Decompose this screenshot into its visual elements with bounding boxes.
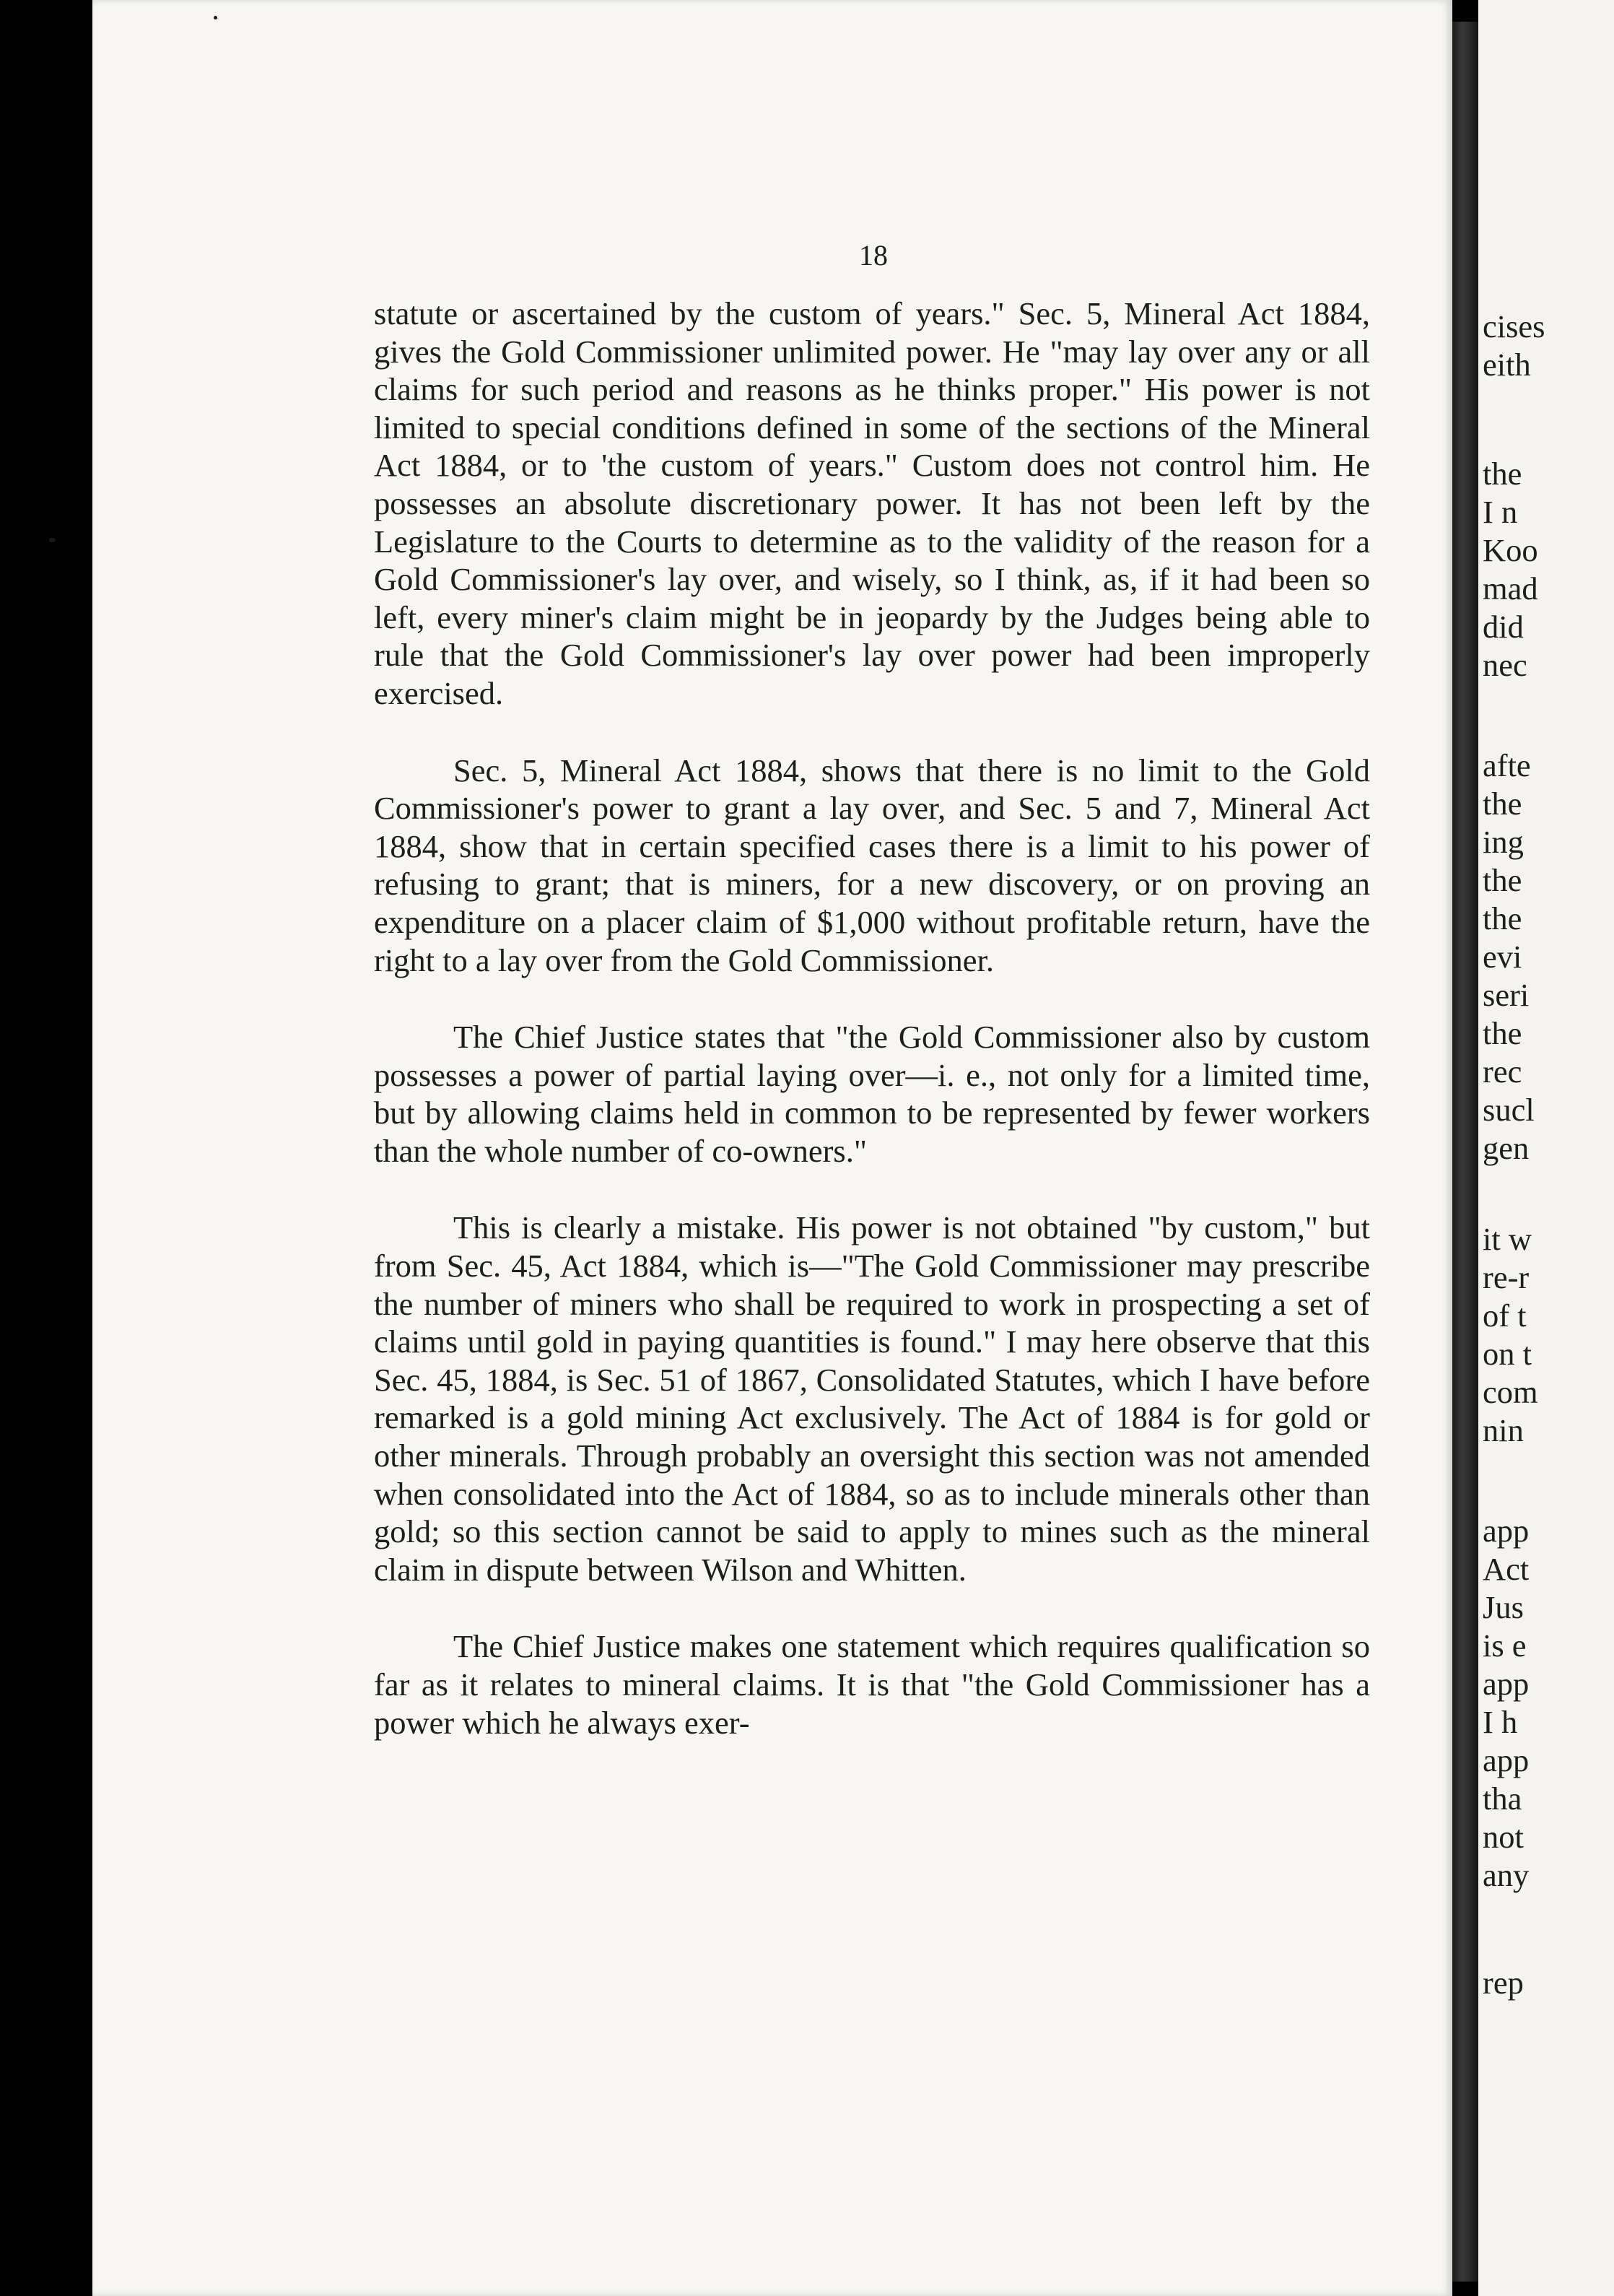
ink-speck bbox=[214, 16, 217, 19]
facing-page-line: it w bbox=[1483, 1221, 1532, 1257]
facing-page-line: sucl bbox=[1483, 1092, 1535, 1128]
facing-page-line: I n bbox=[1483, 494, 1518, 530]
facing-page-line: is e bbox=[1483, 1627, 1527, 1664]
facing-page-line: seri bbox=[1483, 977, 1530, 1013]
page-number: 18 bbox=[859, 239, 888, 271]
book-spine-gutter bbox=[1452, 22, 1478, 2282]
facing-page-line: cises bbox=[1483, 308, 1545, 344]
paragraph: Sec. 5, Mineral Act 1884, shows that there is no limit to the Gold Commissioner's power to grant a lay over, and Sec. 5 and 7, Mineral Act 1884, show that in certain specified cases there is a limit to his power of refusing to grant; that is miners, for a new discovery, or on proving an expenditure on a placer claim of $1,000 without profitable return, have the right to a lay over from the Gold Commissioner. bbox=[374, 752, 1370, 978]
facing-page-line: gen bbox=[1483, 1130, 1530, 1166]
facing-page-line: app bbox=[1483, 1513, 1530, 1549]
facing-page-line: the bbox=[1483, 900, 1522, 936]
facing-page-line: eith bbox=[1483, 347, 1531, 383]
facing-page-line: on t bbox=[1483, 1336, 1532, 1372]
facing-page-line: tha bbox=[1483, 1780, 1522, 1817]
paragraph: The Chief Justice states that "the Gold Commissioner also by custom possesses a power of partial laying over—i. e., not only for a limited time, but by allowing claims held in common to be represented by fewer workers than the whole number of co-owners." bbox=[374, 1019, 1370, 1169]
ink-speck bbox=[49, 538, 56, 542]
facing-page-line: mad bbox=[1483, 570, 1538, 606]
facing-page-line: Act bbox=[1483, 1551, 1530, 1587]
facing-page-line: rec bbox=[1483, 1053, 1522, 1090]
facing-page-line: the bbox=[1483, 786, 1522, 822]
facing-page-line: nec bbox=[1483, 647, 1527, 683]
facing-page-line: Koo bbox=[1483, 532, 1538, 568]
facing-page-line: app bbox=[1483, 1666, 1530, 1702]
facing-page-line: of t bbox=[1483, 1297, 1527, 1334]
facing-page-line: any bbox=[1483, 1857, 1530, 1893]
facing-page-line: evi bbox=[1483, 939, 1522, 975]
facing-page-line: did bbox=[1483, 609, 1524, 645]
facing-page-line: app bbox=[1483, 1742, 1530, 1778]
facing-page-line: nin bbox=[1483, 1412, 1524, 1448]
facing-page-line: Jus bbox=[1483, 1589, 1524, 1625]
facing-page-line: the bbox=[1483, 862, 1522, 898]
facing-page-line: I h bbox=[1483, 1704, 1518, 1740]
paragraph: This is clearly a mistake. His power is not obtained "by custom," but from Sec. 45, Act 1884, which is—"The Gold Commissioner may prescribe the number of miners who shall be required to work in prospecting a set of claims until gold in paying quantities is found." I may here observe that this Sec. 45, 1884, is Sec. 51 of 1867, Consolidated Statutes, which I have before remarked is a gold mining Act exclusively. The Act of 1884 is for gold or other minerals. Through probably an oversight this section was not amended when consolidated into the Act of 1884, so as to include minerals other than gold; so this section cannot be said to apply to mines such as the mineral claim in dispute between Wilson and Whitten. bbox=[374, 1209, 1370, 1588]
facing-page-line: re-r bbox=[1483, 1259, 1530, 1295]
facing-page-line: afte bbox=[1483, 747, 1531, 783]
facing-page-line: ing bbox=[1483, 824, 1524, 860]
page-body bbox=[374, 295, 1370, 1741]
facing-page-line: rep bbox=[1483, 1965, 1524, 2001]
paragraph: The Chief Justice makes one statement which requires qualification so far as it relates to mineral claims. It is that "the Gold Commissioner has a power which he always exer- bbox=[374, 1628, 1370, 1741]
facing-page-line: com bbox=[1483, 1374, 1538, 1410]
paragraph-continuation: statute or ascertained by the custom of years." Sec. 5, Mineral Act 1884, gives the Gold Commissioner unlimited power. He "may lay over any or all claims for such period and reasons as he thinks proper." His power is not limited to special conditions defined in some of the sections of the Mineral Act 1884, or to 'the custom of years." Custom does not control him. He possesses an absolute discretionary power. It has not been left by the Legislature to the Courts to determine as to the validity of the reason for a Gold Commissioner's lay over, and wisely, so I think, as, if it had been so left, every miner's claim might be in jeopardy by the Judges being able to rule that the Gold Commissioner's lay over power had been improperly exercised. bbox=[374, 295, 1370, 711]
facing-page-line: the bbox=[1483, 456, 1522, 492]
facing-page-line: not bbox=[1483, 1819, 1524, 1855]
facing-page-line: the bbox=[1483, 1015, 1522, 1051]
